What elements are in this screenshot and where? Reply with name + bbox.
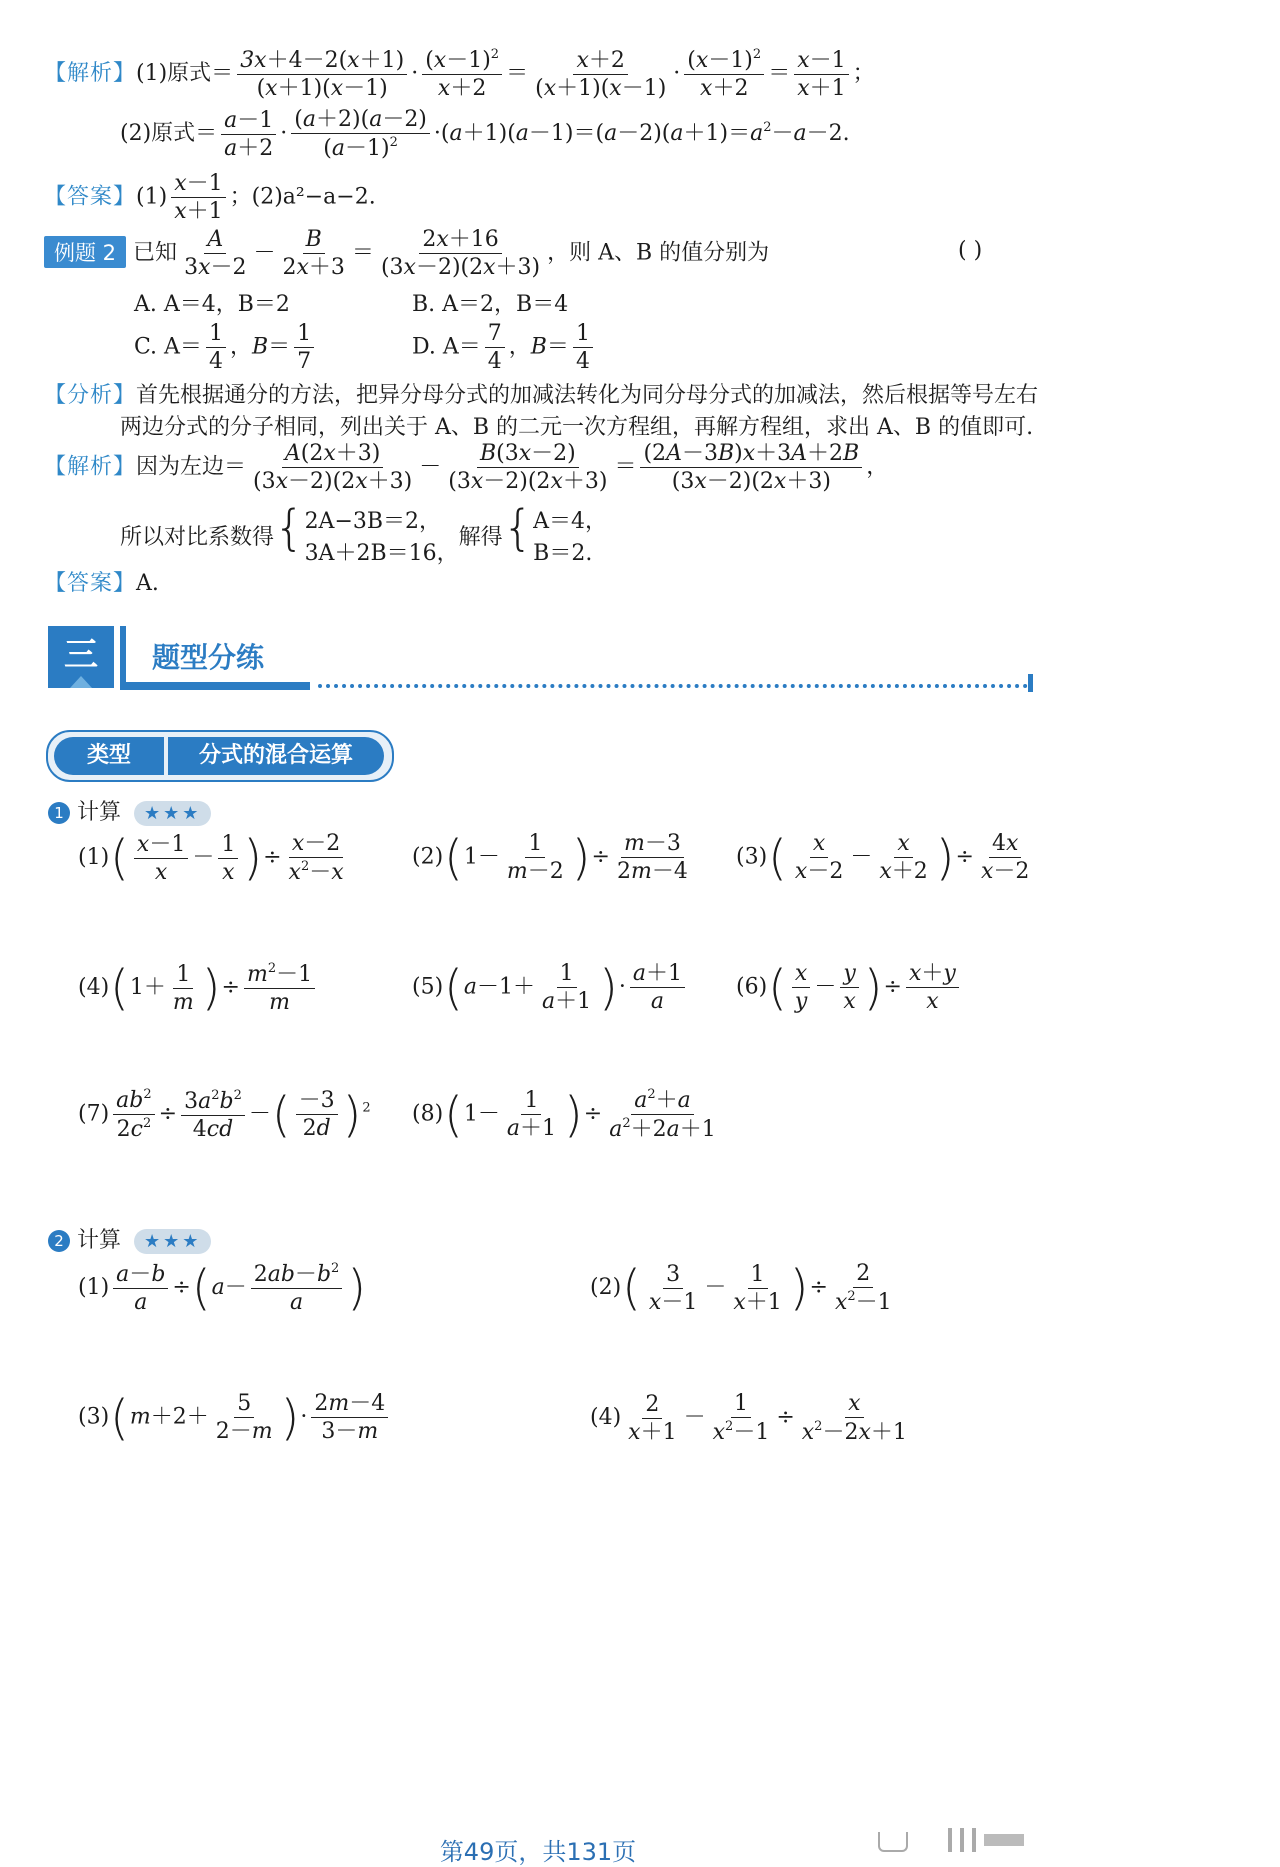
difficulty-stars: ★★★ xyxy=(134,801,211,826)
analysis-line-1: 【分析】首先根据通分的方法，把异分母分式的加减法转化为同分母分式的加减法，然后根据等号左右 xyxy=(44,383,1039,408)
difficulty-stars: ★★★ xyxy=(134,1229,211,1254)
example-badge: 例题 2 xyxy=(44,236,126,268)
dotted-rule xyxy=(318,684,1028,688)
option-c: C. A＝ $\frac{1}{4}$ ，B＝ $\frac{1}{7}$ xyxy=(134,322,318,373)
q2-item-3: (3)(m＋2＋ $\frac{5}{2-m}$ )· $\frac{2m-4}{3-m}$ xyxy=(78,1392,392,1443)
watermark-icon xyxy=(878,1828,1028,1852)
q1-item-8: (8)(1－ $\frac{1}{a+1}$ )÷ $\frac{a^2+a}{a^2+2a+1}$ xyxy=(412,1086,716,1143)
option-a: A. A＝4，B＝2 xyxy=(134,292,290,317)
answer-line-1: 【答案】(1) $\frac{x-1}{x+1}$ ；(2)a²−a−2. xyxy=(44,171,376,225)
answer-bracket: ( ) xyxy=(958,238,983,263)
jiexi-line-2: (2)原式＝ $\frac{a-1}{a+2}$ · $\frac{(a+2)(a-2)}{(a-1)^2}$ $\cdot(a+1)(a-1)=(a-2)(a+1)=a^2-a-2$. xyxy=(120,107,850,162)
section-title: 题型分练 xyxy=(152,641,265,674)
type-name: 分式的混合运算 xyxy=(168,737,384,775)
jiexi-label: 【解析】 xyxy=(44,61,137,87)
section-header xyxy=(48,626,1038,696)
analysis-line-2: 两边分式的分子相同，列出关于 A、B 的二元一次方程组，再解方程组，求出 A、B 的值即可. xyxy=(120,415,1034,440)
section-number-box: 三 xyxy=(48,626,114,688)
q1-item-2: (2)(1－ $\frac{1}{m-2}$ )÷ $\frac{m-3}{2m-4}$ xyxy=(412,829,688,886)
q2-item-2: (2)( $\frac{3}{x-1}$ － $\frac{1}{x+1}$ )÷ $\frac{2}{x^2-1}$ xyxy=(590,1260,892,1317)
example-2: 例题 2 已知 $\frac{A}{3x-2}$ － $\frac{B}{2x+3}$ ＝ $\frac{2x+16}{(3x-2)(2x+3)}$ ，则 A、B 的值分别为 xyxy=(44,228,769,279)
q2-item-1: (1) $\frac{a-b}{a}$ ÷(a－ $\frac{2ab-b^2}{a}$ ) xyxy=(78,1260,367,1317)
q1-item-3: (3)( $\frac{x}{x-2}$ － $\frac{x}{x+2}$ )÷ $\frac{4x}{x-2}$ xyxy=(736,829,1030,886)
q1-item-5: (5)(a－1＋ $\frac{1}{a+1}$ )· $\frac{a+1}{a}$ xyxy=(412,962,689,1013)
type-label: 类型 xyxy=(54,737,164,775)
jiexi-line-1: 【解析】(1)原式＝ $\frac{3x+4-2(x+1)}{(x+1)(x-1)}$ · $\frac{(x-1)^2}{x+2}$ ＝ $\frac{x+2}{(x+1)(x-1)}$ · $\frac{(x-1)^2}{x+2}$ ＝ $\frac{x-1}{x+1}$ ； xyxy=(44,47,875,102)
type-tag xyxy=(46,730,394,782)
system-line: 所以对比系数得{ 2A−3B＝2， 3A＋2B＝16， 解得{ A＝4， B＝2. xyxy=(120,500,608,566)
option-d: D. A＝ $\frac{7}{4}$ ，B＝ $\frac{1}{4}$ xyxy=(412,322,597,373)
question-1-header: 1 计算 ★★★ xyxy=(48,795,211,826)
answer-example-2: 【答案】A. xyxy=(44,571,159,596)
option-b: B. A＝2，B＝4 xyxy=(412,292,569,317)
q1-item-1: (1)( $\frac{x-1}{x}$ － $\frac{1}{x}$ )÷ $\frac{x-2}{x^2-x}$ xyxy=(78,830,344,887)
q1-item-6: (6)( $\frac{x}{y}$ － $\frac{y}{x}$ )÷ $\frac{x+y}{x}$ xyxy=(736,962,963,1013)
page-footer: 第49页，共131页 xyxy=(439,1838,637,1866)
question-number: 1 xyxy=(48,802,70,824)
q1-item-7: (7) $\frac{ab^2}{2c^2}$ ÷ $\frac{3a^2b^2}{4cd}$ －( $\frac{-3}{2d}$ )$^2$ xyxy=(78,1086,371,1143)
question-number: 2 xyxy=(48,1230,70,1252)
q2-item-4: (4) $\frac{2}{x+1}$ － $\frac{1}{x^2-1}$ ÷ $\frac{x}{x^2-2x+1}$ xyxy=(590,1391,907,1446)
q1-item-4: (4)(1＋ $\frac{1}{m}$ )÷ $\frac{m^2-1}{m}$ xyxy=(78,962,319,1014)
question-2-header: 2 计算 ★★★ xyxy=(48,1223,211,1254)
jiexi-example-2: 【解析】因为左边＝ $\frac{A(2x+3)}{(3x-2)(2x+3)}$ － $\frac{B(3x-2)}{(3x-2)(2x+3)}$ ＝ $\frac{(2A-3B)x+3A+2B}{(3x-2)(2x+3)}$ ， xyxy=(44,441,889,495)
